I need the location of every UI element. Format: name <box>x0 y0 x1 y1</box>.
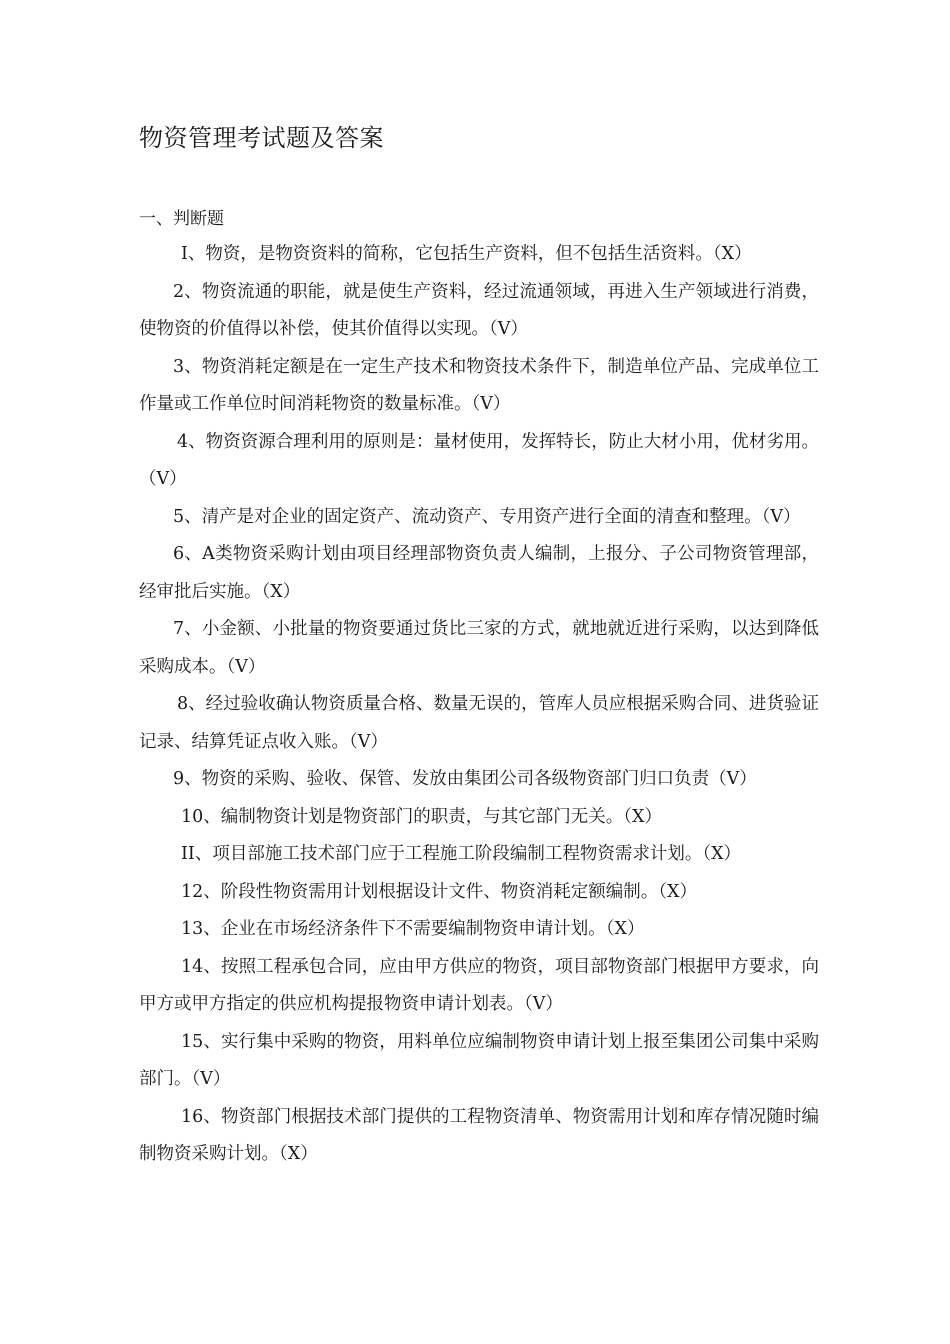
question-item: 5、清产是对企业的固定资产、流动资产、专用资产进行全面的清查和整理。（V） <box>173 506 801 527</box>
question-item: 3、物资消耗定额是在一定生产技术和物资技术条件下，制造单位产品、完成单位工作量或工作单位时间消耗物资的数量标准。（V） <box>139 356 819 414</box>
question-item: I、物资，是物资资料的简称，它包括生产资料，但不包括生活资料。（X） <box>181 244 752 264</box>
question-item: 9、物资的采购、验收、保管、发放由集团公司各级物资部门归口负责（V） <box>173 769 757 789</box>
question-item: 10、编制物资计划是物资部门的职责，与其它部门无关。（X） <box>181 806 662 827</box>
question-item: 8、经过验收确认物资质量合格、数量无误的，管库人员应根据采购合同、进货验证记录、结算凭证点收入账。（V） <box>139 694 819 752</box>
document-title: 物资管理考试题及答案 <box>139 124 384 152</box>
question-item: II、项目部施工技术部门应于工程施工阶段编制工程物资需求计划。（X） <box>181 844 742 864</box>
question-item: 2、物资流通的职能，就是使生产资料，经过流通领域，再进入生产领域进行消费，使物资的价值得以补偿，使其价值得以实现。（V） <box>139 281 819 339</box>
question-item: 15、实行集中采购的物资，用料单位应编制物资申请计划上报至集团公司集中采购部门。（V） <box>139 1031 819 1089</box>
question-item: 7、小金额、小批量的物资要通过货比三家的方式，就地就近进行采购，以达到降低采购成本。（V） <box>139 619 819 677</box>
question-item: 13、企业在市场经济条件下不需要编制物资申请计划。（X） <box>181 919 645 939</box>
question-item: 16、物资部门根据技术部门提供的工程物资清单、物资需用计划和库存情况随时编制物资采购计划。（X） <box>139 1106 819 1164</box>
question-item: 12、阶段性物资需用计划根据设计文件、物资消耗定额编制。（X） <box>181 881 697 902</box>
question-item: 6、A类物资采购计划由项目经理部物资负责人编制，上报分、子公司物资管理部，经审批后实施。（X） <box>139 544 819 602</box>
question-list <box>139 236 819 1174</box>
section-heading: 一、判断题 <box>139 209 224 229</box>
question-item: 4、物资资源合理利用的原则是：量材使用，发挥特长，防止大材小用，优材劣用。（V） <box>139 431 819 489</box>
question-item: 14、按照工程承包合同，应由甲方供应的物资，项目部物资部门根据甲方要求，向甲方或甲方指定的供应机构提报物资申请计划表。（V） <box>139 956 819 1014</box>
